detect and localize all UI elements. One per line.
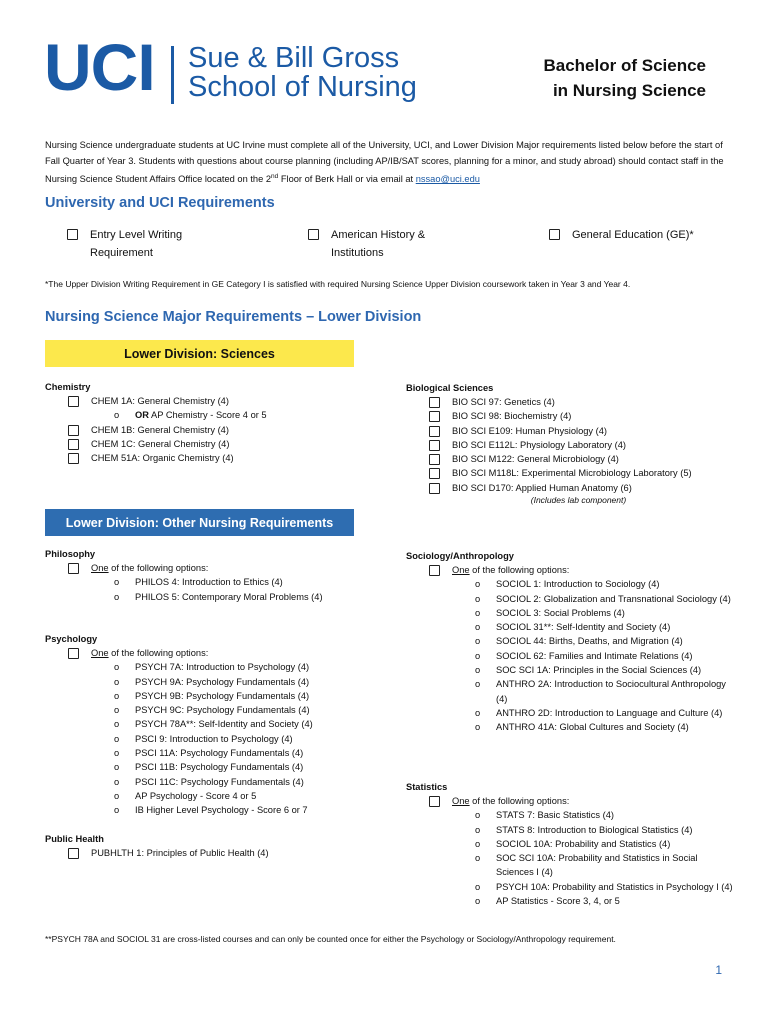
course-row	[406, 424, 746, 438]
course-row	[406, 452, 746, 466]
chemistry-title: Chemistry	[45, 382, 91, 392]
option-row	[45, 760, 385, 774]
course-label: BIO SCI E109: Human Physiology (4)	[452, 425, 608, 436]
req-entry-level-writing[interactable]	[67, 226, 217, 262]
req-american-history[interactable]	[308, 226, 458, 262]
option-label: ANTHRO 2D: Introduction to Language and Culture (4)	[496, 707, 723, 718]
checkbox[interactable]	[429, 483, 440, 494]
intro-text-2: Floor of Berk Hall or via email at	[278, 174, 416, 185]
bullet: o	[475, 622, 481, 633]
bullet: o	[114, 719, 120, 730]
bullet: o	[114, 705, 120, 716]
statistics-title: Statistics	[406, 782, 448, 792]
option-row	[406, 577, 736, 591]
bullet: o	[114, 591, 120, 602]
bullet: o	[475, 853, 481, 864]
bullet: o	[475, 824, 481, 835]
checkbox[interactable]	[68, 425, 79, 436]
bullet: o	[475, 679, 481, 690]
option-row	[45, 746, 385, 760]
bullet: o	[475, 896, 481, 907]
checkbox[interactable]	[429, 565, 440, 576]
one-of-label: of the following options:	[469, 565, 570, 575]
major-heading: Nursing Science Major Requirements – Lower Division	[45, 309, 422, 325]
option-row	[45, 575, 375, 589]
option-row	[406, 706, 736, 720]
option-row	[406, 851, 736, 880]
lab-note: (Includes lab component)	[530, 495, 627, 506]
bullet: o	[114, 662, 120, 673]
option-label: SOCIOL 1: Introduction to Sociology (4)	[496, 579, 660, 590]
option-label: SOCIOL 10A: Probability and Statistics (4)	[496, 838, 671, 849]
option-row	[45, 717, 385, 731]
option-label: PSCI 11A: Psychology Fundamentals (4)	[135, 748, 304, 759]
bullet: o	[475, 722, 481, 733]
option-label: PSCI 9: Introduction to Psychology (4)	[135, 733, 293, 744]
option-label: SOCIOL 62: Families and Intimate Relations (4)	[496, 650, 693, 661]
option-label: PSCI 11C: Psychology Fundamentals (4)	[135, 776, 304, 787]
option-row	[45, 408, 375, 422]
course-label: BIO SCI E112L: Physiology Laboratory (4)	[452, 439, 626, 450]
sociology-title: Sociology/Anthropology	[406, 551, 514, 561]
checkbox[interactable]	[68, 648, 79, 659]
checkbox[interactable]	[67, 229, 78, 240]
sociology-section	[406, 551, 736, 735]
bullet: o	[475, 881, 481, 892]
option-row	[45, 775, 385, 789]
course-label: BIO SCI M118L: Experimental Microbiology Laboratory (5)	[452, 468, 692, 479]
option-row	[406, 808, 736, 822]
checkbox[interactable]	[68, 439, 79, 450]
course-row	[45, 437, 375, 451]
course-row	[45, 451, 375, 465]
bullet: o	[114, 805, 120, 816]
option-label: PHILOS 4: Introduction to Ethics (4)	[135, 577, 283, 588]
option-label: IB Higher Level Psychology - Score 6 or 7	[135, 805, 308, 816]
option-row	[406, 606, 736, 620]
chemistry-section	[45, 382, 375, 465]
option-row	[45, 789, 385, 803]
option-label: AP Chemistry - Score 4 or 5	[148, 410, 267, 421]
one-of-label: of the following options:	[108, 648, 209, 658]
banner-other-nursing: Lower Division: Other Nursing Requirements	[45, 509, 354, 536]
option-row	[406, 880, 736, 894]
cross-listed-footnote: **PSYCH 78A and SOCIOL 31 are cross-listed courses and can only be counted once for either the Psychology or Sociology/Anthropology requirement.	[45, 934, 616, 944]
option-row	[406, 677, 736, 706]
option-label: STATS 8: Introduction to Biological Statistics (4)	[496, 824, 693, 835]
one-of-row	[45, 561, 375, 575]
bullet: o	[114, 762, 120, 773]
course-label: PUBHLTH 1: Principles of Public Health (4)	[91, 848, 269, 858]
option-row	[406, 894, 736, 908]
course-row	[406, 395, 746, 409]
one-word: One	[91, 648, 109, 658]
req-general-education[interactable]	[549, 226, 729, 244]
option-label: ANTHRO 2A: Introduction to Sociocultural Anthropology (4)	[496, 679, 726, 704]
option-label: AP Psychology - Score 4 or 5	[135, 790, 257, 801]
course-label: BIO SCI 97: Genetics (4)	[452, 397, 555, 407]
bullet: o	[114, 748, 120, 759]
bullet: o	[114, 690, 120, 701]
bullet: o	[475, 607, 481, 618]
bullet: o	[475, 579, 481, 590]
statistics-section	[406, 782, 736, 908]
philosophy-title: Philosophy	[45, 549, 96, 559]
checkbox[interactable]	[429, 796, 440, 807]
option-label: PSYCH 9B: Psychology Fundamentals (4)	[135, 690, 310, 701]
one-of-row	[406, 794, 736, 808]
option-label: SOCIOL 31**: Self-Identity and Society (4)	[496, 622, 671, 633]
checkbox[interactable]	[429, 426, 440, 437]
bullet: o	[475, 636, 481, 647]
course-row	[406, 466, 746, 480]
checkbox[interactable]	[429, 397, 440, 408]
course-label: BIO SCI 98: Biochemistry (4)	[452, 411, 572, 422]
bullet: o	[114, 776, 120, 787]
option-label: PSYCH 7A: Introduction to Psychology (4)	[135, 662, 310, 673]
uci-logo: UCI	[44, 30, 155, 104]
course-row	[45, 846, 375, 860]
document-title-line1: Bachelor of Science	[543, 56, 706, 75]
option-row	[406, 837, 736, 851]
bullet: o	[475, 593, 481, 604]
bullet: o	[475, 665, 481, 676]
document-title-line2: in Nursing Science	[552, 81, 706, 100]
school-name-line2: School of Nursing	[188, 71, 417, 103]
option-label: PSYCH 9C: Psychology Fundamentals (4)	[135, 705, 310, 716]
option-row	[406, 823, 736, 837]
course-label: CHEM 1A: General Chemistry (4)	[91, 396, 229, 406]
course-label: CHEM 51A: Organic Chemistry (4)	[91, 453, 234, 464]
philosophy-section	[45, 549, 375, 604]
course-row	[45, 423, 375, 437]
course-row	[406, 438, 746, 452]
bullet: o	[475, 707, 481, 718]
option-label: ANTHRO 41A: Global Cultures and Society (4)	[496, 722, 689, 733]
course-label: CHEM 1B: General Chemistry (4)	[91, 424, 229, 435]
req-label: Entry Level Writing Requirement	[90, 229, 183, 259]
intro-paragraph	[45, 137, 725, 187]
one-word: One	[452, 565, 470, 575]
biology-title: Biological Sciences	[406, 383, 494, 393]
option-label: PSYCH 78A**: Self-Identity and Society (4)	[135, 719, 313, 730]
bullet: o	[114, 733, 120, 744]
option-row	[45, 732, 385, 746]
option-row	[406, 620, 736, 634]
checkbox[interactable]	[429, 440, 440, 451]
option-label: SOC SCI 10A: Probability and Statistics in Social Sciences I (4)	[496, 853, 698, 878]
option-row	[45, 590, 375, 604]
bullet: o	[114, 676, 120, 687]
logo-divider	[171, 46, 174, 104]
biology-section	[406, 383, 746, 505]
bullet: o	[475, 838, 481, 849]
public-health-title: Public Health	[45, 834, 104, 844]
option-label: SOC SCI 1A: Principles in the Social Sciences (4)	[496, 665, 702, 676]
option-label: SOCIOL 44: Births, Deaths, and Migration (4)	[496, 636, 683, 647]
email-link[interactable]: nssao@uci.edu	[415, 174, 480, 185]
psychology-title: Psychology	[45, 634, 98, 644]
option-label: PHILOS 5: Contemporary Moral Problems (4)	[135, 591, 323, 602]
req-label: General Education (GE)*	[572, 229, 694, 241]
bullet: o	[114, 410, 120, 421]
intro-sup: nd	[271, 173, 279, 180]
course-label: BIO SCI D170: Applied Human Anatomy (6)	[452, 482, 632, 493]
option-label: STATS 7: Basic Statistics (4)	[496, 810, 614, 821]
intro-text: Nursing Science undergraduate students at UC Irvine must complete all of the University, UCI, and Lower Division Major requirements listed below before the start of Fall Quarter of Year 3. Students with questions about course planning (including AP/IB/SAT scores, planning for a minor, and study abroad) should contact staff in the Nursing Science Student Affairs Office located on the 2	[45, 140, 724, 185]
school-name	[188, 44, 417, 102]
course-row	[406, 481, 746, 495]
psychology-section	[45, 634, 385, 818]
checkbox[interactable]	[308, 229, 319, 240]
checkbox[interactable]	[68, 563, 79, 574]
course-label: CHEM 1C: General Chemistry (4)	[91, 438, 230, 449]
bullet: o	[475, 650, 481, 661]
one-of-label: of the following options:	[108, 563, 209, 573]
option-row	[406, 720, 736, 734]
option-row	[406, 592, 736, 606]
option-row	[45, 675, 385, 689]
option-row	[45, 803, 385, 817]
option-label: PSYCH 9A: Psychology Fundamentals (4)	[135, 676, 310, 687]
school-name-line1: Sue & Bill Gross	[188, 42, 400, 74]
option-label: SOCIOL 2: Globalization and Transnational Sociology (4)	[496, 593, 731, 604]
req-label: American History & Institutions	[331, 229, 426, 259]
option-row	[406, 663, 736, 677]
option-label: PSCI 11B: Psychology Fundamentals (4)	[135, 762, 304, 773]
checkbox[interactable]	[429, 411, 440, 422]
option-row	[45, 689, 385, 703]
one-of-label: of the following options:	[469, 796, 570, 806]
option-label: AP Statistics - Score 3, 4, or 5	[496, 896, 620, 907]
bullet: o	[114, 577, 120, 588]
option-row	[406, 634, 736, 648]
one-word: One	[91, 563, 109, 573]
document-title	[543, 53, 706, 103]
checkbox[interactable]	[429, 468, 440, 479]
or-word: OR	[135, 410, 149, 421]
bullet: o	[475, 810, 481, 821]
course-label: BIO SCI M122: General Microbiology (4)	[452, 454, 619, 465]
ge-note: *The Upper Division Writing Requirement in GE Category I is satisfied with required Nursing Science Upper Division coursework taken in Year 3 and Year 4.	[45, 279, 631, 289]
public-health-section	[45, 834, 375, 860]
option-row	[45, 703, 385, 717]
banner-sciences: Lower Division: Sciences	[45, 340, 354, 367]
one-of-row	[406, 563, 736, 577]
page-number: 1	[715, 963, 722, 977]
one-word: One	[452, 796, 470, 806]
option-label: SOCIOL 3: Social Problems (4)	[496, 607, 625, 618]
checkbox[interactable]	[68, 848, 79, 859]
university-heading: University and UCI Requirements	[45, 195, 275, 211]
option-row	[45, 660, 385, 674]
checkbox[interactable]	[68, 396, 79, 407]
checkbox[interactable]	[549, 229, 560, 240]
option-row	[406, 649, 736, 663]
course-row	[406, 409, 746, 423]
course-row	[45, 394, 375, 408]
checkbox[interactable]	[68, 453, 79, 464]
checkbox[interactable]	[429, 454, 440, 465]
option-label: PSYCH 10A: Probability and Statistics in Psychology I (4)	[496, 881, 733, 892]
one-of-row	[45, 646, 385, 660]
bullet: o	[114, 790, 120, 801]
